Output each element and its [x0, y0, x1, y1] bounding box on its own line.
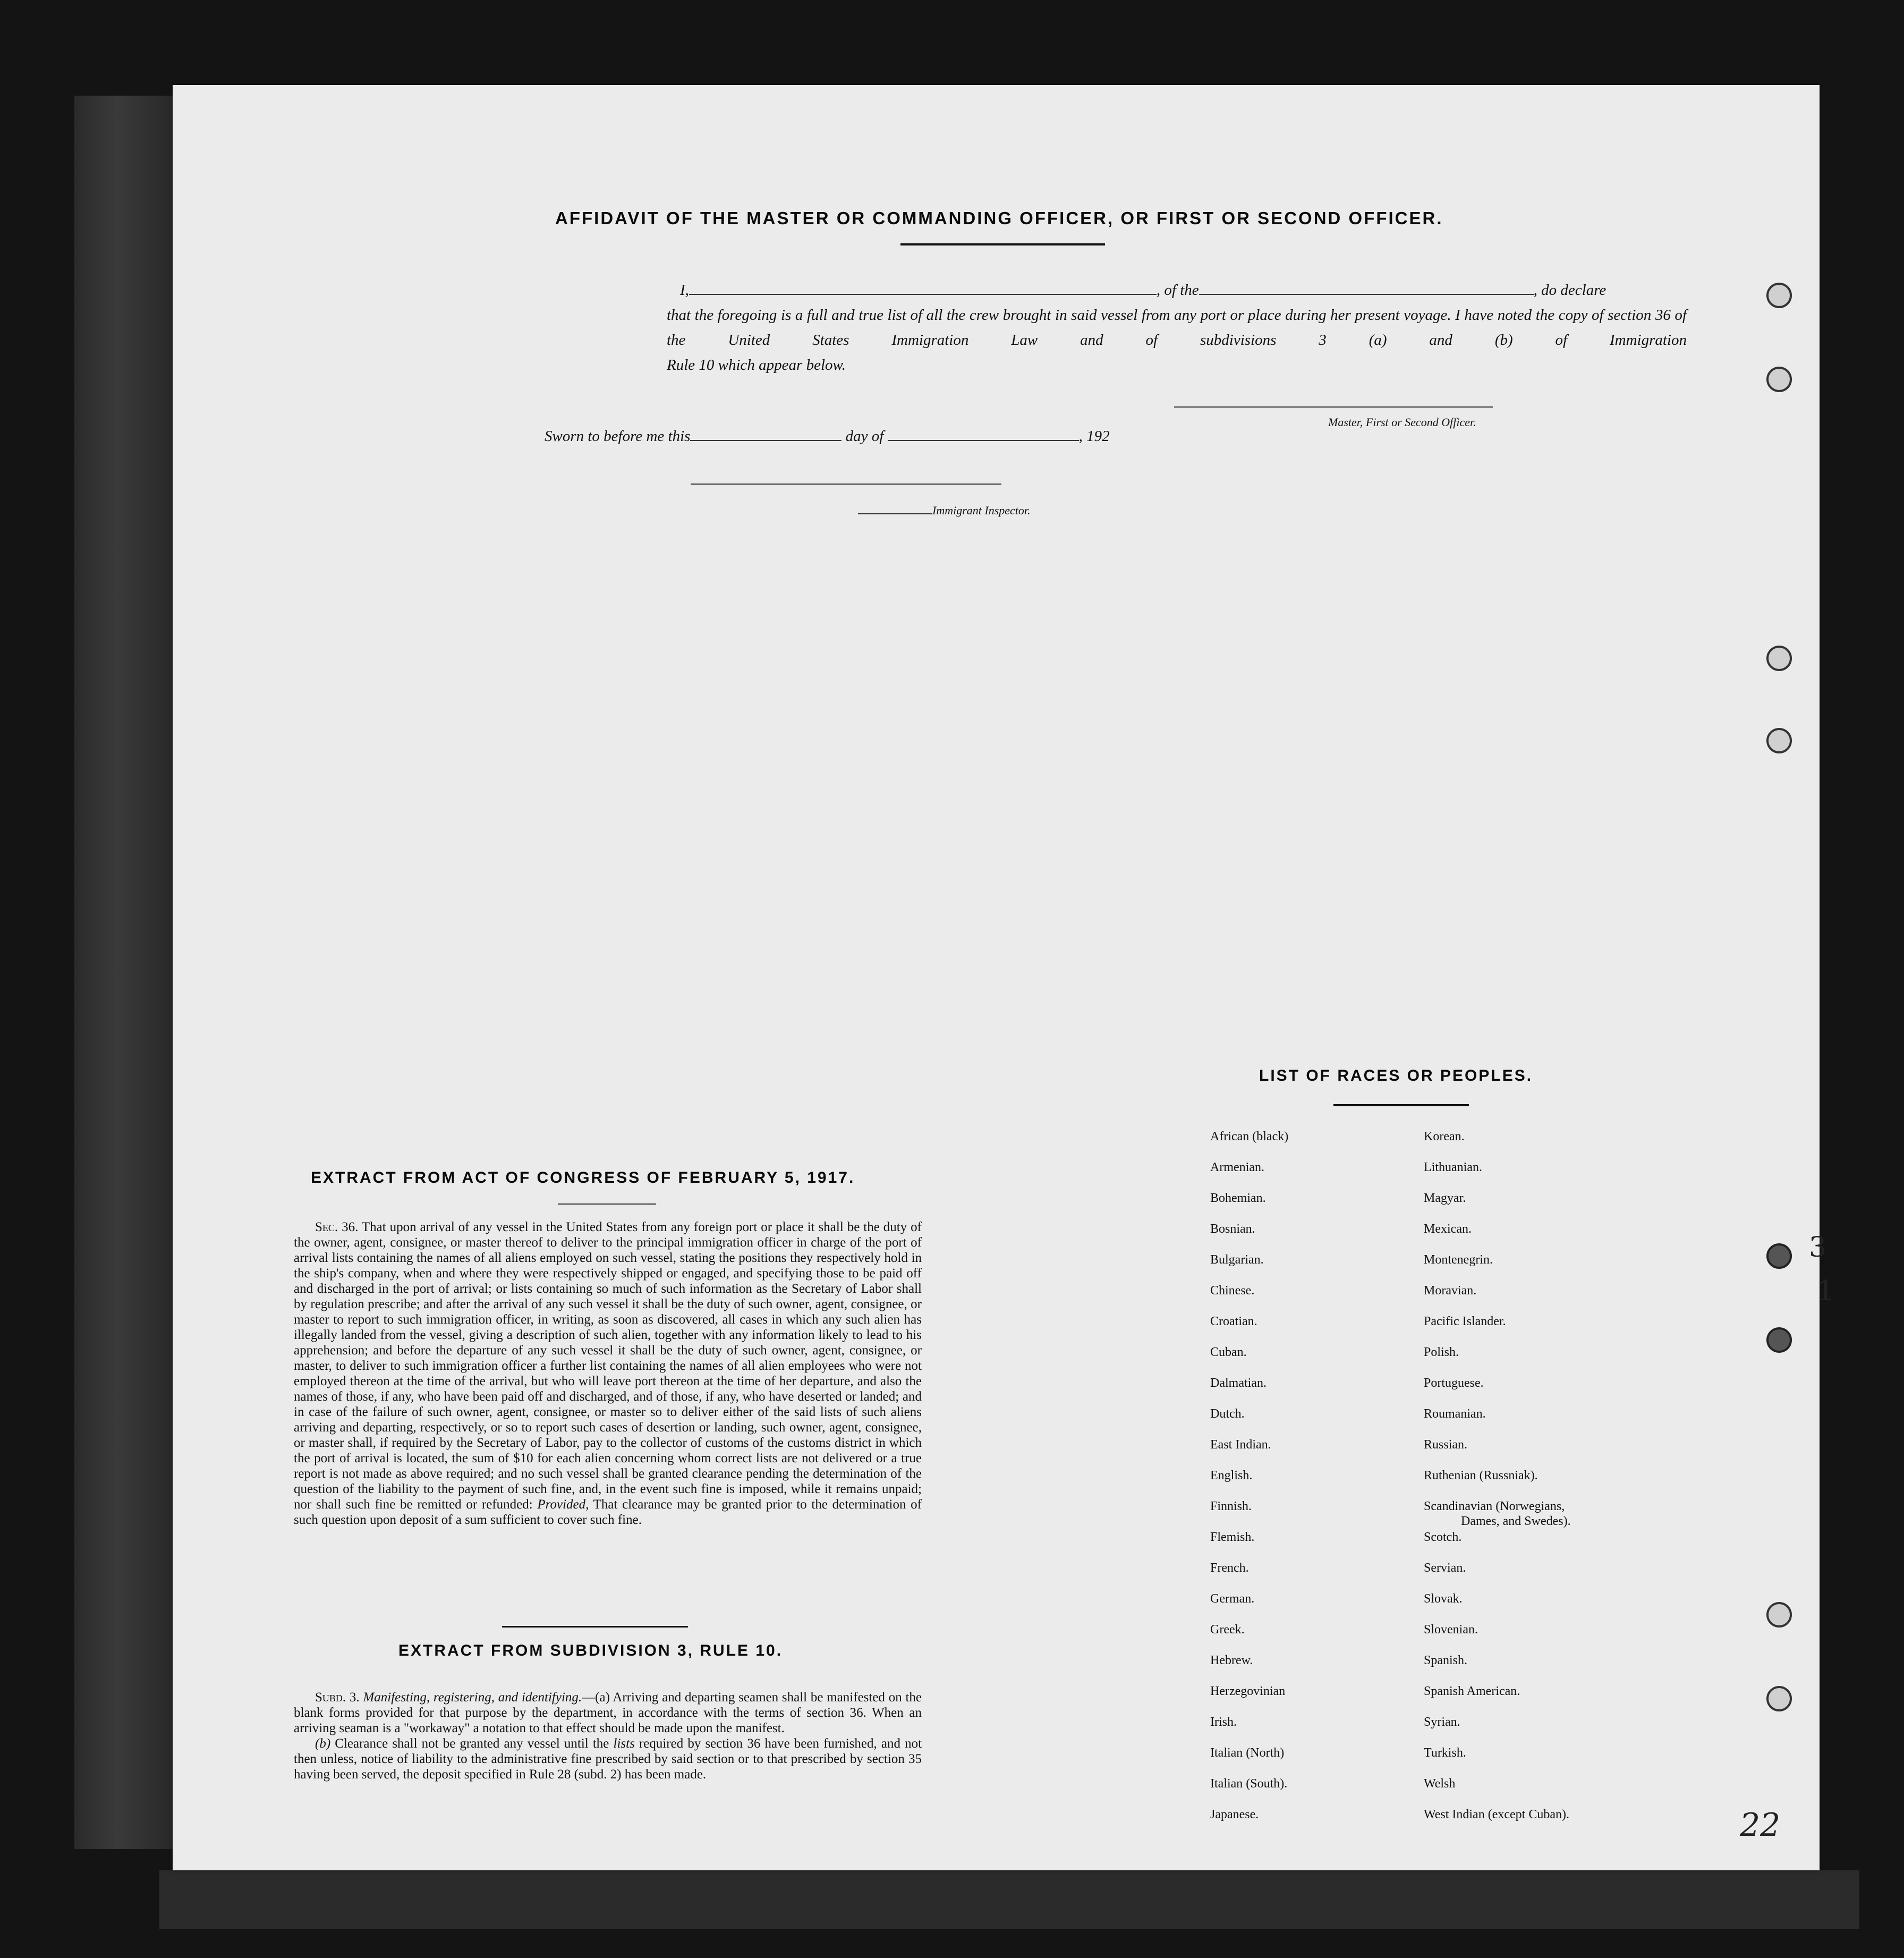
signature-line[interactable] — [1174, 406, 1493, 408]
sworn-day-of: day of — [845, 428, 884, 445]
document-page — [173, 85, 1820, 1870]
race-item: Moravian. — [1424, 1284, 1477, 1298]
race-item: Bohemian. — [1210, 1191, 1266, 1205]
section-label: Sec. 36. — [315, 1220, 359, 1234]
race-item: Bulgarian. — [1210, 1253, 1264, 1267]
inspector-label-text: Immigrant Inspector. — [932, 504, 1031, 517]
affidavit-line1 — [680, 282, 1606, 299]
race-item-multiline — [1424, 1491, 1571, 1528]
races-column-2 — [1424, 1121, 1571, 1830]
race-item: Bosnian. — [1210, 1222, 1255, 1236]
race-item: Chinese. — [1210, 1284, 1255, 1298]
race-item: Scandinavian (Norwegians, — [1424, 1499, 1565, 1513]
race-item: Dutch. — [1210, 1407, 1245, 1421]
race-item: Welsh — [1424, 1777, 1456, 1791]
race-item: Slovenian. — [1424, 1623, 1478, 1637]
race-item: Japanese. — [1210, 1808, 1259, 1821]
binder-hole-icon — [1766, 646, 1792, 671]
races-heading: LIST OF RACES OR PEOPLES. — [1259, 1067, 1533, 1084]
race-item: Turkish. — [1424, 1746, 1466, 1760]
heading-underline — [900, 243, 1105, 245]
race-item: West Indian (except Cuban). — [1424, 1808, 1569, 1821]
race-item: Greek. — [1210, 1623, 1245, 1637]
binder-hole-icon — [1766, 728, 1792, 753]
race-item: East Indian. — [1210, 1438, 1271, 1452]
section-divider — [502, 1626, 688, 1628]
signature-label: Master, First or Second Officer. — [1328, 416, 1476, 429]
affidavit-line1-declare: , do declare — [1533, 282, 1606, 299]
binder-hole-icon — [1766, 1243, 1792, 1269]
subdivision-para-a: —(a) Arriving and departing seamen shall be manifested on the blank forms provided for that purpose by the department, in accordance with the terms of section 36. When an arriving seaman is a "workaway" a notation to that effect should be made upon the manifest. — [294, 1690, 922, 1735]
race-item: Spanish American. — [1424, 1684, 1520, 1698]
race-item: Cuban. — [1210, 1345, 1247, 1359]
race-item: Polish. — [1424, 1345, 1459, 1359]
race-item: Scotch. — [1424, 1530, 1462, 1544]
handwritten-mark: 1 — [1817, 1275, 1835, 1307]
race-item: Portuguese. — [1424, 1376, 1484, 1390]
para-b-part1: Clearance shall not be granted any vessel until the — [335, 1736, 609, 1751]
affidavit-line1-prefix: I, — [680, 282, 689, 299]
inspector-blank[interactable] — [858, 513, 932, 514]
sworn-year: , 192 — [1078, 428, 1110, 445]
race-item: English. — [1210, 1469, 1253, 1482]
race-item: Spanish. — [1424, 1654, 1468, 1667]
rule10-heading: EXTRACT FROM SUBDIVISION 3, RULE 10. — [398, 1642, 783, 1659]
race-item: Finnish. — [1210, 1499, 1252, 1513]
binder-hole-icon — [1766, 1602, 1792, 1628]
section-provided: Provided, — [537, 1497, 589, 1512]
affidavit-body-last: Rule 10 which appear below. — [667, 357, 846, 374]
master-name-blank[interactable] — [689, 293, 1157, 295]
binder-hole-icon — [1766, 367, 1792, 392]
affidavit-body — [667, 303, 1687, 378]
affidavit-body-text: that the foregoing is a full and true list of all the crew brought in said vessel from any port or place during her present voyage. I have noted the copy of section 36 of the United States Immigration Law and of subdivisions 3 (a) and (b) of Immigration — [667, 307, 1687, 349]
para-b-part2: required by section 36 have been furnished, and not then unless, notice of liability to the administrative fine prescribed by said section or to that prescribed by section 35 having been served, the deposit specified in Rule 28 (subd. 2) has been made. — [294, 1736, 922, 1782]
race-item: Dames, and Swedes). — [1461, 1514, 1571, 1528]
affidavit-heading: AFFIDAVIT OF THE MASTER OR COMMANDING OFFICER, OR FIRST OR SECOND OFFICER. — [555, 208, 1443, 228]
heading-underline — [1333, 1104, 1469, 1106]
heading-underline — [558, 1203, 656, 1205]
races-column-1 — [1210, 1121, 1288, 1830]
race-item: Ruthenian (Russniak). — [1424, 1469, 1538, 1482]
handwritten-mark: 3 — [1809, 1232, 1827, 1264]
race-item: Russian. — [1424, 1438, 1468, 1452]
act-heading: EXTRACT FROM ACT OF CONGRESS OF FEBRUARY 5, 1917. — [311, 1169, 855, 1186]
race-item: Mexican. — [1424, 1222, 1472, 1236]
sworn-prefix: Sworn to before me this — [545, 428, 691, 445]
sworn-month-blank[interactable] — [888, 439, 1079, 441]
handwritten-page-number: 22 — [1740, 1807, 1781, 1844]
subdivision-label: Subd. 3. — [315, 1690, 360, 1705]
vessel-name-blank[interactable] — [1199, 293, 1534, 295]
para-b-label: (b) — [315, 1736, 331, 1751]
binder-hole-icon — [1766, 1327, 1792, 1353]
para-b-lists: lists — [613, 1736, 635, 1751]
race-item: Italian (North) — [1210, 1746, 1285, 1760]
race-item: Roumanian. — [1424, 1407, 1486, 1421]
scan-background-bottom — [159, 1870, 1859, 1929]
inspector-signature-line[interactable] — [691, 484, 1001, 485]
sworn-line — [545, 428, 1110, 445]
race-item: Syrian. — [1424, 1715, 1460, 1729]
race-item: Lithuanian. — [1424, 1160, 1482, 1174]
race-item: German. — [1210, 1592, 1255, 1606]
race-item: Servian. — [1424, 1561, 1466, 1575]
race-item: Slovak. — [1424, 1592, 1463, 1606]
binder-hole-icon — [1766, 1686, 1792, 1711]
binder-hole-icon — [1766, 283, 1792, 308]
subdivision-3-text — [294, 1690, 922, 1782]
race-item: French. — [1210, 1561, 1249, 1575]
race-item: Pacific Islander. — [1424, 1315, 1506, 1328]
section-36-text — [294, 1219, 922, 1528]
race-item: Montenegrin. — [1424, 1253, 1493, 1267]
affidavit-line1-of-the: , of the — [1156, 282, 1199, 299]
section-body-end: That clearance may be granted prior to the determination of such question upon deposit of a sum sufficient to cover such fine. — [294, 1497, 922, 1527]
race-item: Armenian. — [1210, 1160, 1264, 1174]
race-item: Herzegovinian — [1210, 1684, 1286, 1698]
scan-background-left — [74, 96, 181, 1849]
race-item: African (black) — [1210, 1130, 1289, 1143]
race-item: Irish. — [1210, 1715, 1237, 1729]
race-item: Dalmatian. — [1210, 1376, 1266, 1390]
section-body: That upon arrival of any vessel in the United States from any foreign port or place it shall be the duty of the owner, agent, consignee, or master thereof to deliver to the principal immigration officer in charge of the port of arrival lists containing the names of all aliens employed on such vessel, stating the positions they respectively hold in the ship's company, when and where they were respectively shipped or engaged, and specifying those to be paid off and discharged in the port of arrival; or lists containing so much of such information as the Secretary of Labor shall by regulation prescribe; and after the arrival of any such vessel it shall be the duty of such owner, agent, consignee, or master to report to such immigration officer, in writing, as soon as discovered, all cases in which any such alien has illegally landed from the vessel, giving a description of such alien, together with any information likely to lead to his apprehension; and before the departure of any such vessel it shall be the duty of such owner, agent, consignee, or master, to deliver to such immigration officer a further list containing the names of all alien employees who were not employed thereon at the time of the arrival, but who will leave port thereon at the time of her departure, and also the names of those, if any, who have been paid off and discharged, and of those, if any, who have deserted or landed; and in case of the failure of such owner, agent, consignee, or master so to deliver either of the said lists of such aliens arriving and departing, respectively, or so to report such cases of desertion or landing, such owner, agent, consignee, or master shall, if required by the Secretary of Labor, pay to the collector of customs of the customs district in which the port of arrival is located, the sum of $10 for each alien concerning whom correct lists are not delivered or a true report is not made as above required; and no such vessel shall be granted clearance pending the determination of the question of the liability to the payment of such fine, and, in the event such fine is imposed, while it remains unpaid; nor shall such fine be remitted or refunded: — [294, 1220, 922, 1512]
race-item: Magyar. — [1424, 1191, 1466, 1205]
subdivision-title: Manifesting, registering, and identifying. — [363, 1690, 582, 1705]
race-item: Korean. — [1424, 1130, 1465, 1143]
inspector-label — [858, 504, 1031, 518]
race-item: Flemish. — [1210, 1530, 1255, 1544]
race-item: Italian (South). — [1210, 1777, 1288, 1791]
race-item: Hebrew. — [1210, 1654, 1253, 1667]
race-item: Croatian. — [1210, 1315, 1257, 1328]
sworn-day-blank[interactable] — [690, 439, 842, 441]
